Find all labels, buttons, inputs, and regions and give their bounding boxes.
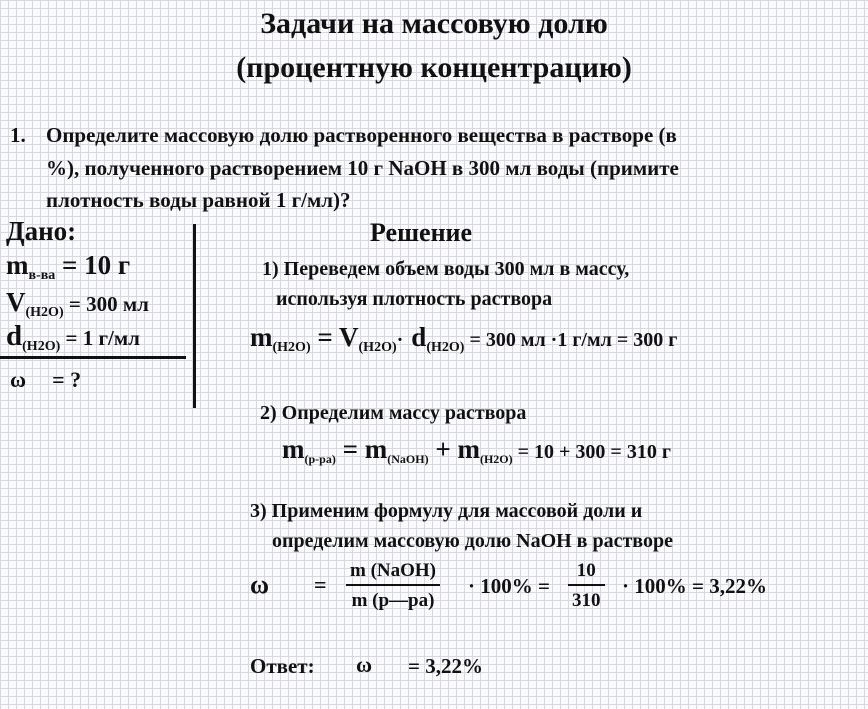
solution-heading: Решение bbox=[370, 218, 473, 247]
eq1-m-sub: (H2O) bbox=[272, 340, 311, 355]
eq2-m2-sub: (NaOH) bbox=[387, 452, 429, 466]
eq3-multiply-100-2: · 100% = 3,22% bbox=[622, 574, 767, 598]
answer-label: Ответ: bbox=[250, 654, 315, 678]
given-vertical-separator bbox=[193, 224, 196, 408]
eq2-rest: = 10 + 300 = 310 г bbox=[512, 441, 671, 463]
step2-text: 2) Определим массу раствора bbox=[260, 402, 527, 424]
given-mass-symbol: m bbox=[6, 250, 29, 280]
given-density-value: = 1 г/мл bbox=[60, 326, 140, 350]
task-text-line2: %), полученного растворением 10 г NaOH в 300 мл воды (примите bbox=[46, 156, 679, 180]
step1-line1: 1) Переведем объем воды 300 мл в массу, bbox=[262, 258, 630, 280]
eq2-m3: m bbox=[457, 434, 480, 464]
task-text-line3: плотность воды равной 1 г/мл)? bbox=[46, 188, 351, 212]
eq1-d: d bbox=[411, 322, 427, 352]
eq3-fraction-values bbox=[568, 560, 605, 612]
given-find bbox=[10, 367, 81, 393]
eq1-m: m bbox=[250, 322, 273, 352]
given-volume-sub: (H2O) bbox=[25, 305, 64, 320]
given-divider-line bbox=[0, 356, 186, 359]
eq3-multiply-100-1: · 100% = bbox=[468, 574, 550, 598]
eq2-plus: + bbox=[428, 434, 458, 464]
eq1-v: V bbox=[339, 322, 359, 352]
eq2-equals: = bbox=[335, 434, 365, 464]
given-mass-value: = 10 г bbox=[55, 250, 131, 280]
given-volume-symbol: V bbox=[6, 287, 26, 317]
eq1-v-sub: (H2O) bbox=[358, 340, 397, 355]
eq1-equals: = bbox=[310, 322, 340, 352]
eq3-fraction-formula bbox=[346, 560, 440, 612]
step3-line1: 3) Применим формулу для массовой доли и bbox=[250, 500, 643, 522]
given-volume-water bbox=[6, 287, 149, 321]
eq1-rest: = 300 мл ·1 г/мл = 300 г bbox=[464, 329, 678, 351]
eq3-omega: ω bbox=[250, 570, 270, 599]
answer-value: = 3,22% bbox=[408, 654, 483, 678]
given-mass-sub: в-ва bbox=[28, 268, 56, 283]
page-title-line1: Задачи на массовую долю bbox=[260, 7, 608, 40]
given-find-symbol: ω bbox=[10, 367, 27, 392]
eq3-fraction-formula-denominator: m (р—ра) bbox=[346, 584, 440, 612]
answer-omega: ω bbox=[356, 652, 373, 677]
given-density-symbol: d bbox=[6, 320, 23, 352]
eq2-m3-sub: (H2O) bbox=[479, 452, 513, 466]
given-density-water bbox=[6, 320, 140, 355]
eq2-m1: m bbox=[282, 434, 305, 464]
step1-line2: используя плотность раствора bbox=[276, 288, 553, 310]
given-mass-solute bbox=[6, 250, 130, 284]
given-heading: Дано: bbox=[6, 216, 77, 246]
eq1-dot: · bbox=[396, 329, 404, 351]
eq3-equals: = bbox=[314, 572, 327, 597]
task-number: 1. bbox=[10, 123, 26, 147]
eq3-fraction-formula-numerator: m (NaOH) bbox=[350, 560, 437, 581]
step3-line2: определим массовую долю NaOH в растворе bbox=[272, 530, 673, 552]
eq3-fraction-values-numerator: 10 bbox=[576, 560, 596, 581]
task-text-line1: Определите массовую долю растворенного вещества в растворе (в bbox=[46, 123, 677, 147]
page-title-line2: (процентную концентрацию) bbox=[236, 51, 632, 84]
given-find-value: = ? bbox=[52, 367, 82, 392]
given-density-sub: (H2O) bbox=[22, 339, 61, 354]
equation-mass-solution bbox=[282, 434, 671, 467]
given-volume-value: = 300 мл bbox=[63, 292, 149, 316]
eq2-m2: m bbox=[364, 434, 388, 464]
eq2-m1-sub: (р-ра) bbox=[304, 452, 336, 466]
eq1-d-sub: (H2O) bbox=[426, 340, 465, 355]
eq3-fraction-values-denominator: 310 bbox=[568, 584, 605, 612]
equation-mass-water bbox=[250, 322, 677, 356]
